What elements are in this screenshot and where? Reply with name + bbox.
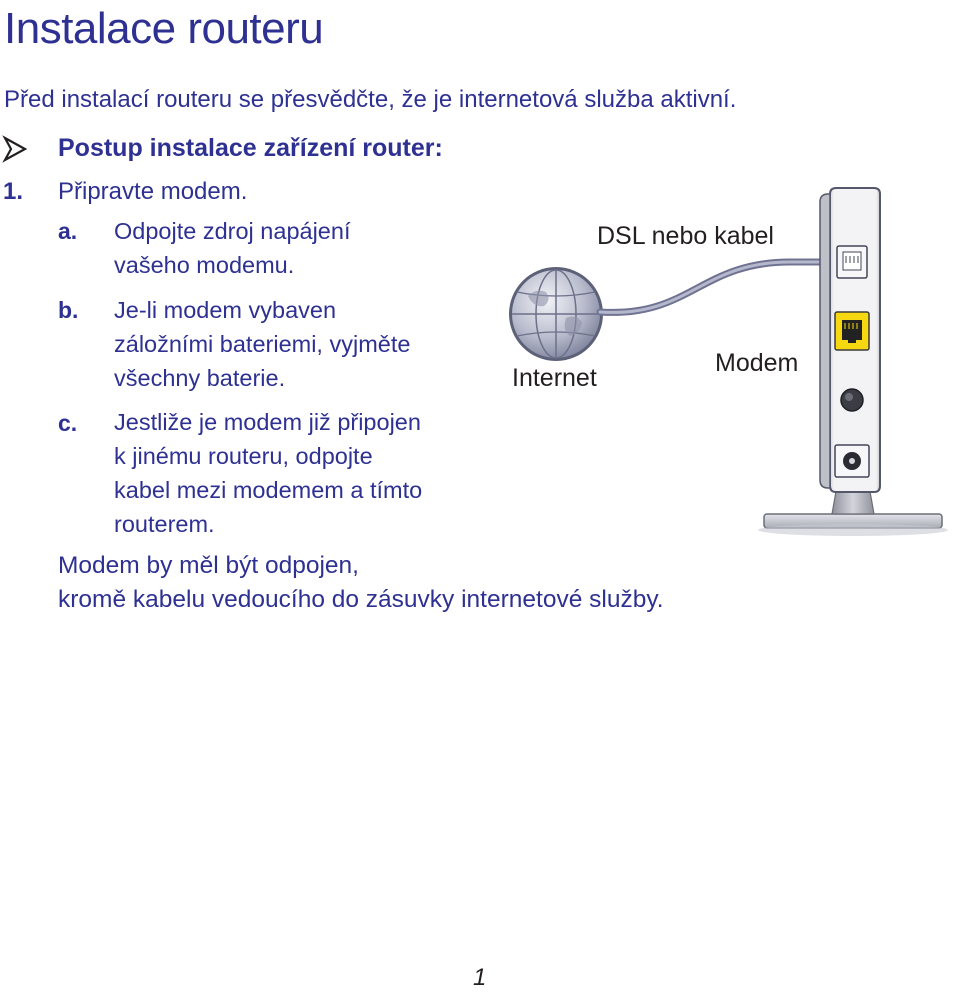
substep-letter-b: b. bbox=[58, 297, 79, 323]
dsl-cable bbox=[600, 262, 850, 312]
substep-a-line: vašeho modemu. bbox=[114, 252, 295, 278]
note-line: Modem by měl být odpojen, bbox=[58, 552, 359, 579]
step-number: 1. bbox=[3, 178, 24, 205]
procedure-heading: Postup instalace zařízení router: bbox=[58, 134, 443, 162]
substep-b-line: Je-li modem vybaven bbox=[114, 297, 337, 323]
page-title: Instalace routeru bbox=[4, 4, 324, 53]
substep-c-line: Jestliže je modem již připojen bbox=[114, 409, 421, 435]
modem-label: Modem bbox=[715, 349, 799, 377]
ethernet-port-icon bbox=[835, 312, 869, 350]
substep-c-line: routerem. bbox=[114, 511, 215, 537]
note-line: kromě kabelu vedoucího do zásuvky internetové služby. bbox=[58, 586, 664, 613]
substep-b-line: všechny baterie. bbox=[114, 365, 286, 391]
substep-a-line: Odpojte zdroj napájení bbox=[114, 218, 351, 244]
power-port-icon bbox=[835, 445, 869, 477]
cable-label: DSL nebo kabel bbox=[597, 222, 774, 250]
phone-port-icon bbox=[837, 246, 867, 278]
globe-icon bbox=[509, 267, 603, 361]
internet-label: Internet bbox=[512, 364, 597, 392]
page-number: 1 bbox=[473, 964, 487, 991]
substep-letter-c: c. bbox=[58, 410, 78, 436]
modem-button bbox=[841, 389, 863, 411]
substep-letter-a: a. bbox=[58, 218, 78, 244]
substep-c-line: k jinému routeru, odpojte bbox=[114, 443, 373, 469]
substep-b-line: záložními bateriemi, vyjměte bbox=[114, 331, 411, 357]
step-text: Připravte modem. bbox=[58, 178, 248, 205]
intro-text: Před instalací routeru se přesvědčte, že je internetová služba aktivní. bbox=[4, 86, 737, 113]
substep-c-line: kabel mezi modemem a tímto bbox=[114, 477, 423, 503]
